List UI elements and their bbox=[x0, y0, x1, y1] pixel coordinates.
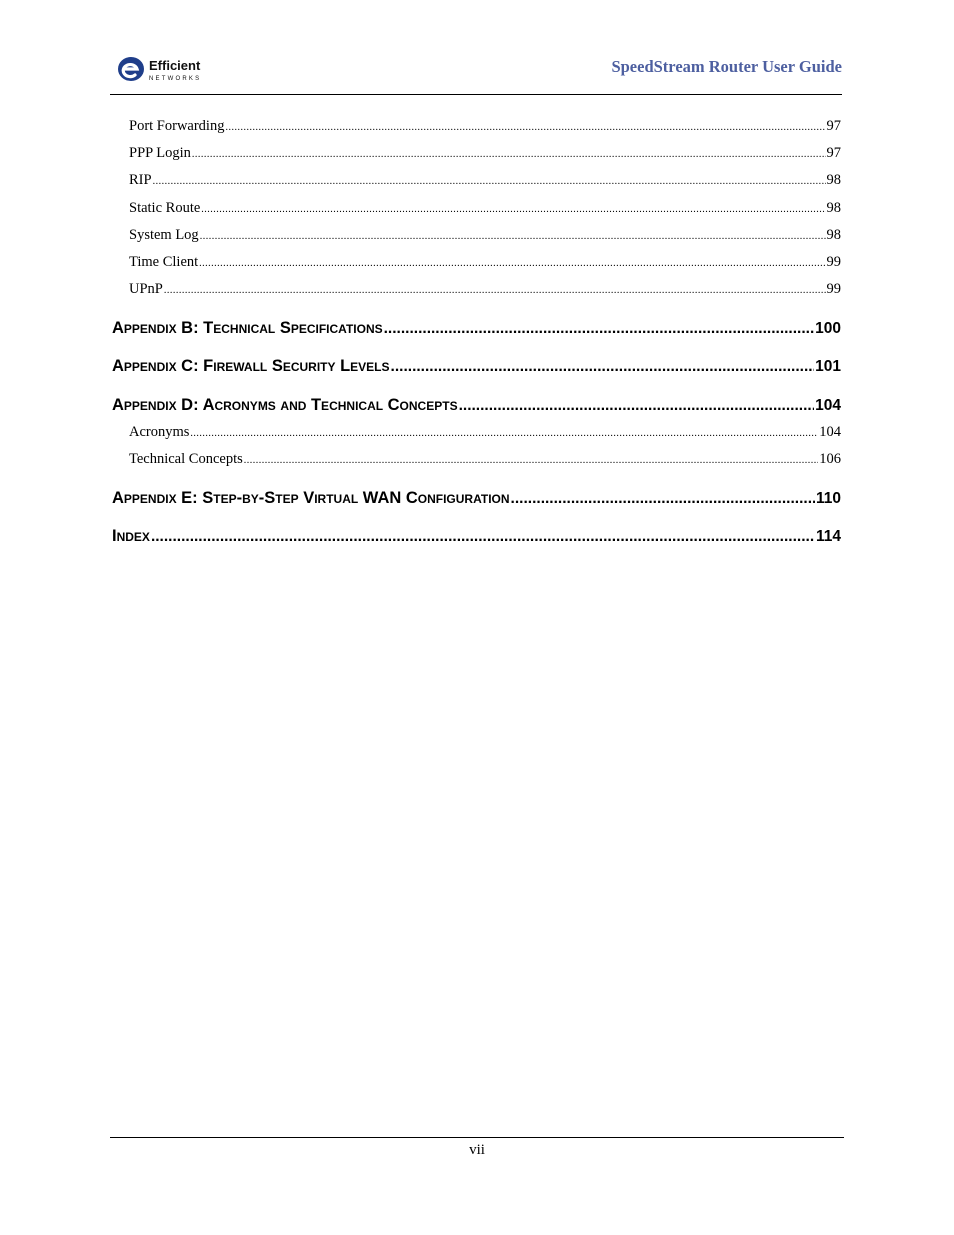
dot-leader bbox=[199, 254, 825, 271]
toc-entry-page: 100 bbox=[815, 320, 841, 337]
toc-entry-label: Static Route bbox=[129, 200, 201, 216]
toc-entry-page: 99 bbox=[826, 254, 841, 270]
toc-entry-page: 98 bbox=[826, 200, 841, 216]
toc-entry-label: UPnP bbox=[129, 281, 163, 297]
toc-entry-page: 101 bbox=[815, 358, 841, 375]
toc-entry-page: 106 bbox=[819, 451, 841, 467]
toc-entry-label: PPP Login bbox=[129, 145, 191, 161]
toc-entry-upnp[interactable] bbox=[112, 281, 841, 298]
toc-entry-label: Appendix E: Step-by-Step Virtual WAN Configuration bbox=[112, 489, 510, 507]
document-title: SpeedStream Router User Guide bbox=[611, 57, 842, 76]
toc-entry-page: 104 bbox=[815, 397, 841, 414]
toc-entry-technical-concepts[interactable] bbox=[112, 451, 841, 468]
dot-leader bbox=[225, 118, 825, 135]
toc-entry-rip[interactable] bbox=[112, 172, 841, 189]
toc-entry-label: RIP bbox=[129, 172, 152, 188]
toc-entry-label: Technical Concepts bbox=[129, 451, 243, 467]
toc-entry-appendix-d[interactable] bbox=[112, 396, 841, 415]
dot-leader bbox=[391, 358, 815, 376]
toc-entry-appendix-e[interactable] bbox=[112, 489, 841, 508]
toc-entry-page: 104 bbox=[819, 424, 841, 440]
toc-entry-page: 99 bbox=[826, 281, 841, 297]
toc-entry-label: Time Client bbox=[129, 254, 199, 270]
toc-entry-label: Index bbox=[112, 527, 150, 545]
efficient-networks-logo bbox=[115, 54, 225, 84]
page-number: vii bbox=[469, 1142, 485, 1158]
page-footer bbox=[110, 1137, 844, 1158]
dot-leader bbox=[151, 528, 815, 546]
toc-entry-page: 97 bbox=[826, 145, 841, 161]
dot-leader bbox=[190, 424, 818, 441]
dot-leader bbox=[201, 200, 825, 217]
toc-entry-ppp-login[interactable] bbox=[112, 145, 841, 162]
toc-entry-page: 114 bbox=[815, 528, 841, 545]
toc-entry-acronyms[interactable] bbox=[112, 424, 841, 441]
dot-leader bbox=[192, 145, 826, 162]
dot-leader bbox=[153, 172, 826, 189]
dot-leader bbox=[200, 227, 826, 244]
toc-entry-index[interactable] bbox=[112, 527, 841, 546]
logo-text: Efficient bbox=[149, 58, 201, 73]
toc-entry-page: 110 bbox=[815, 490, 841, 507]
dot-leader bbox=[384, 320, 815, 338]
toc-entry-static-route[interactable] bbox=[112, 200, 841, 217]
dot-leader bbox=[511, 490, 815, 508]
toc-entry-label: Appendix C: Firewall Security Levels bbox=[112, 357, 390, 375]
toc-entry-page: 98 bbox=[826, 172, 841, 188]
logo-subtext: NETWORKS bbox=[149, 76, 202, 82]
toc-entry-page: 97 bbox=[826, 118, 841, 134]
toc-entry-label: Port Forwarding bbox=[129, 118, 225, 134]
toc-entry-label: System Log bbox=[129, 227, 199, 243]
toc-entry-label: Acronyms bbox=[129, 424, 190, 440]
toc-entry-appendix-b[interactable] bbox=[112, 319, 841, 338]
dot-leader bbox=[164, 281, 826, 298]
toc-entry-appendix-c[interactable] bbox=[112, 357, 841, 376]
toc-entry-label: Appendix D: Acronyms and Technical Concepts bbox=[112, 396, 458, 414]
dot-leader bbox=[244, 451, 819, 468]
toc-entry-system-log[interactable] bbox=[112, 227, 841, 244]
page-header bbox=[110, 48, 842, 95]
toc-entry-port-forwarding[interactable] bbox=[112, 118, 841, 135]
toc-entry-label: Appendix B: Technical Specifications bbox=[112, 319, 383, 337]
dot-leader bbox=[459, 397, 815, 415]
toc-entry-page: 98 bbox=[826, 227, 841, 243]
toc-entry-time-client[interactable] bbox=[112, 254, 841, 271]
